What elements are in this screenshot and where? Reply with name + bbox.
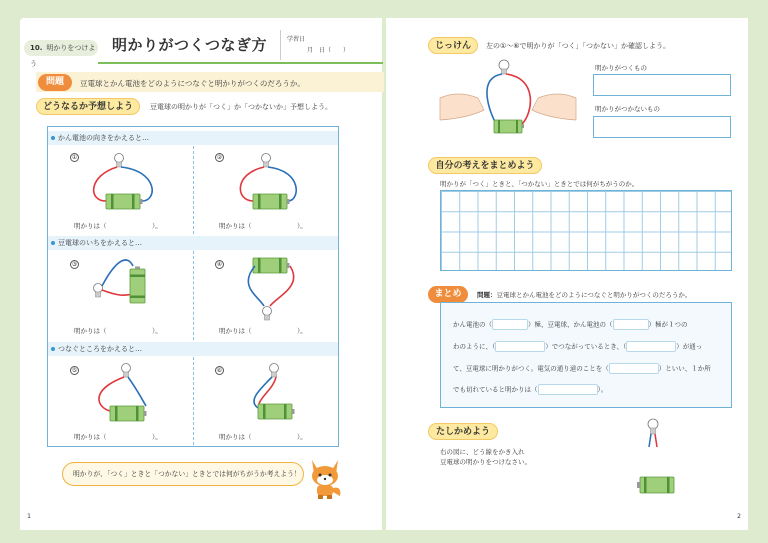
check-text-1: 右の図に、どう線をかき入れ [440,448,525,456]
blank-5[interactable] [609,363,659,374]
summary-question-text: 豆電球とかん電池をどのようにつなぐと明かりがつくのだろうか。 [496,291,692,299]
hands-experiment-illustration [438,58,578,138]
item-number-1: ① [71,154,78,161]
circuit-illustrations [48,146,338,446]
summary-line-1: かん電池の（ ）極、豆電球、かん電池の（ ）極が１つの [453,320,688,329]
section-header-2: 豆電球のいちをかえると… [48,236,338,250]
blank-1[interactable] [492,319,528,330]
date-label: 学習日 [287,36,306,43]
question-tag: 問題 [38,74,72,91]
blank-6[interactable] [538,384,598,395]
think-tag: 自分の考えをまとめよう [428,157,542,174]
result-on-field[interactable] [593,74,731,96]
summary-box [440,302,732,408]
page-title: 明かりがつくつなぎ方 [112,36,268,54]
summary-label: 問題： [477,291,497,299]
answer-line-2: 明かりは（ ）。 [219,222,307,230]
summary-line-2: わのように、（ ）でつながっているとき、（ ）が通っ [453,342,703,351]
think-text: 明かりが「つく」ときと、「つかない」ときとでは何がちがうのか。 [440,180,639,188]
date-month: 月 [307,47,314,54]
experiment-text: 左の①～⑥で明かりが「つく」「つかない」か確認しよう。 [486,42,671,50]
item-number-6: ⑥ [216,367,223,374]
item-number-5: ⑤ [71,367,78,374]
question-text: 豆電球とかん電池をどのようにつなぐと明かりがつくのだろうか。 [80,79,305,88]
check-circuit-illustration [630,417,680,499]
answer-line-5: 明かりは（ ）。 [74,433,162,441]
page-number-right: 2 [732,510,746,524]
date-day: 日（ ） [319,47,350,54]
answer-line-6: 明かりは（ ）。 [219,433,307,441]
date-box [280,30,380,60]
hint-bubble: 明かりが、「つく」ときと「つかない」ときとでは何がちがうか考えよう！ [62,462,304,486]
writing-grid[interactable] [440,190,732,271]
unit-label: 10. 明かりをつけよう [24,40,98,56]
blank-3[interactable] [495,341,545,352]
item-number-3: ③ [71,261,78,268]
result-off-field[interactable] [593,116,731,138]
check-tag: たしかめよう [428,423,498,440]
fox-mascot-icon [306,456,344,500]
summary-line-4: でも切れていると明かりは（ ）。 [453,385,608,394]
answer-line-1: 明かりは（ ）。 [74,222,162,230]
item-number-4: ④ [216,261,223,268]
predict-text: 豆電球の明かりが「つく」か「つかないか」予想しよう。 [150,103,332,111]
item-number-2: ② [216,154,223,161]
predict-tag: どうなるか予想しよう [36,98,140,115]
summary-question [477,290,691,299]
result-on-label: 明かりがつくもの [595,64,647,72]
answer-line-3: 明かりは（ ）。 [74,327,162,335]
result-off-label: 明かりがつかないもの [595,105,660,113]
experiment-tag: じっけん [428,37,478,54]
check-text-2: 豆電球の明かりをつけなさい。 [440,458,531,466]
summary-tag: まとめ [428,286,468,303]
summary-line-3: て、豆電球に明かりがつく。電気の通り道のことを（ ）といい、１か所 [453,364,711,373]
blank-2[interactable] [613,319,649,330]
section-header-1: かん電池の向きをかえると… [48,131,338,145]
blank-4[interactable] [626,341,676,352]
page-number-left: 1 [22,510,36,524]
answer-line-4: 明かりは（ ）。 [219,327,307,335]
section-header-3: つなぐところをかえると… [48,342,338,356]
